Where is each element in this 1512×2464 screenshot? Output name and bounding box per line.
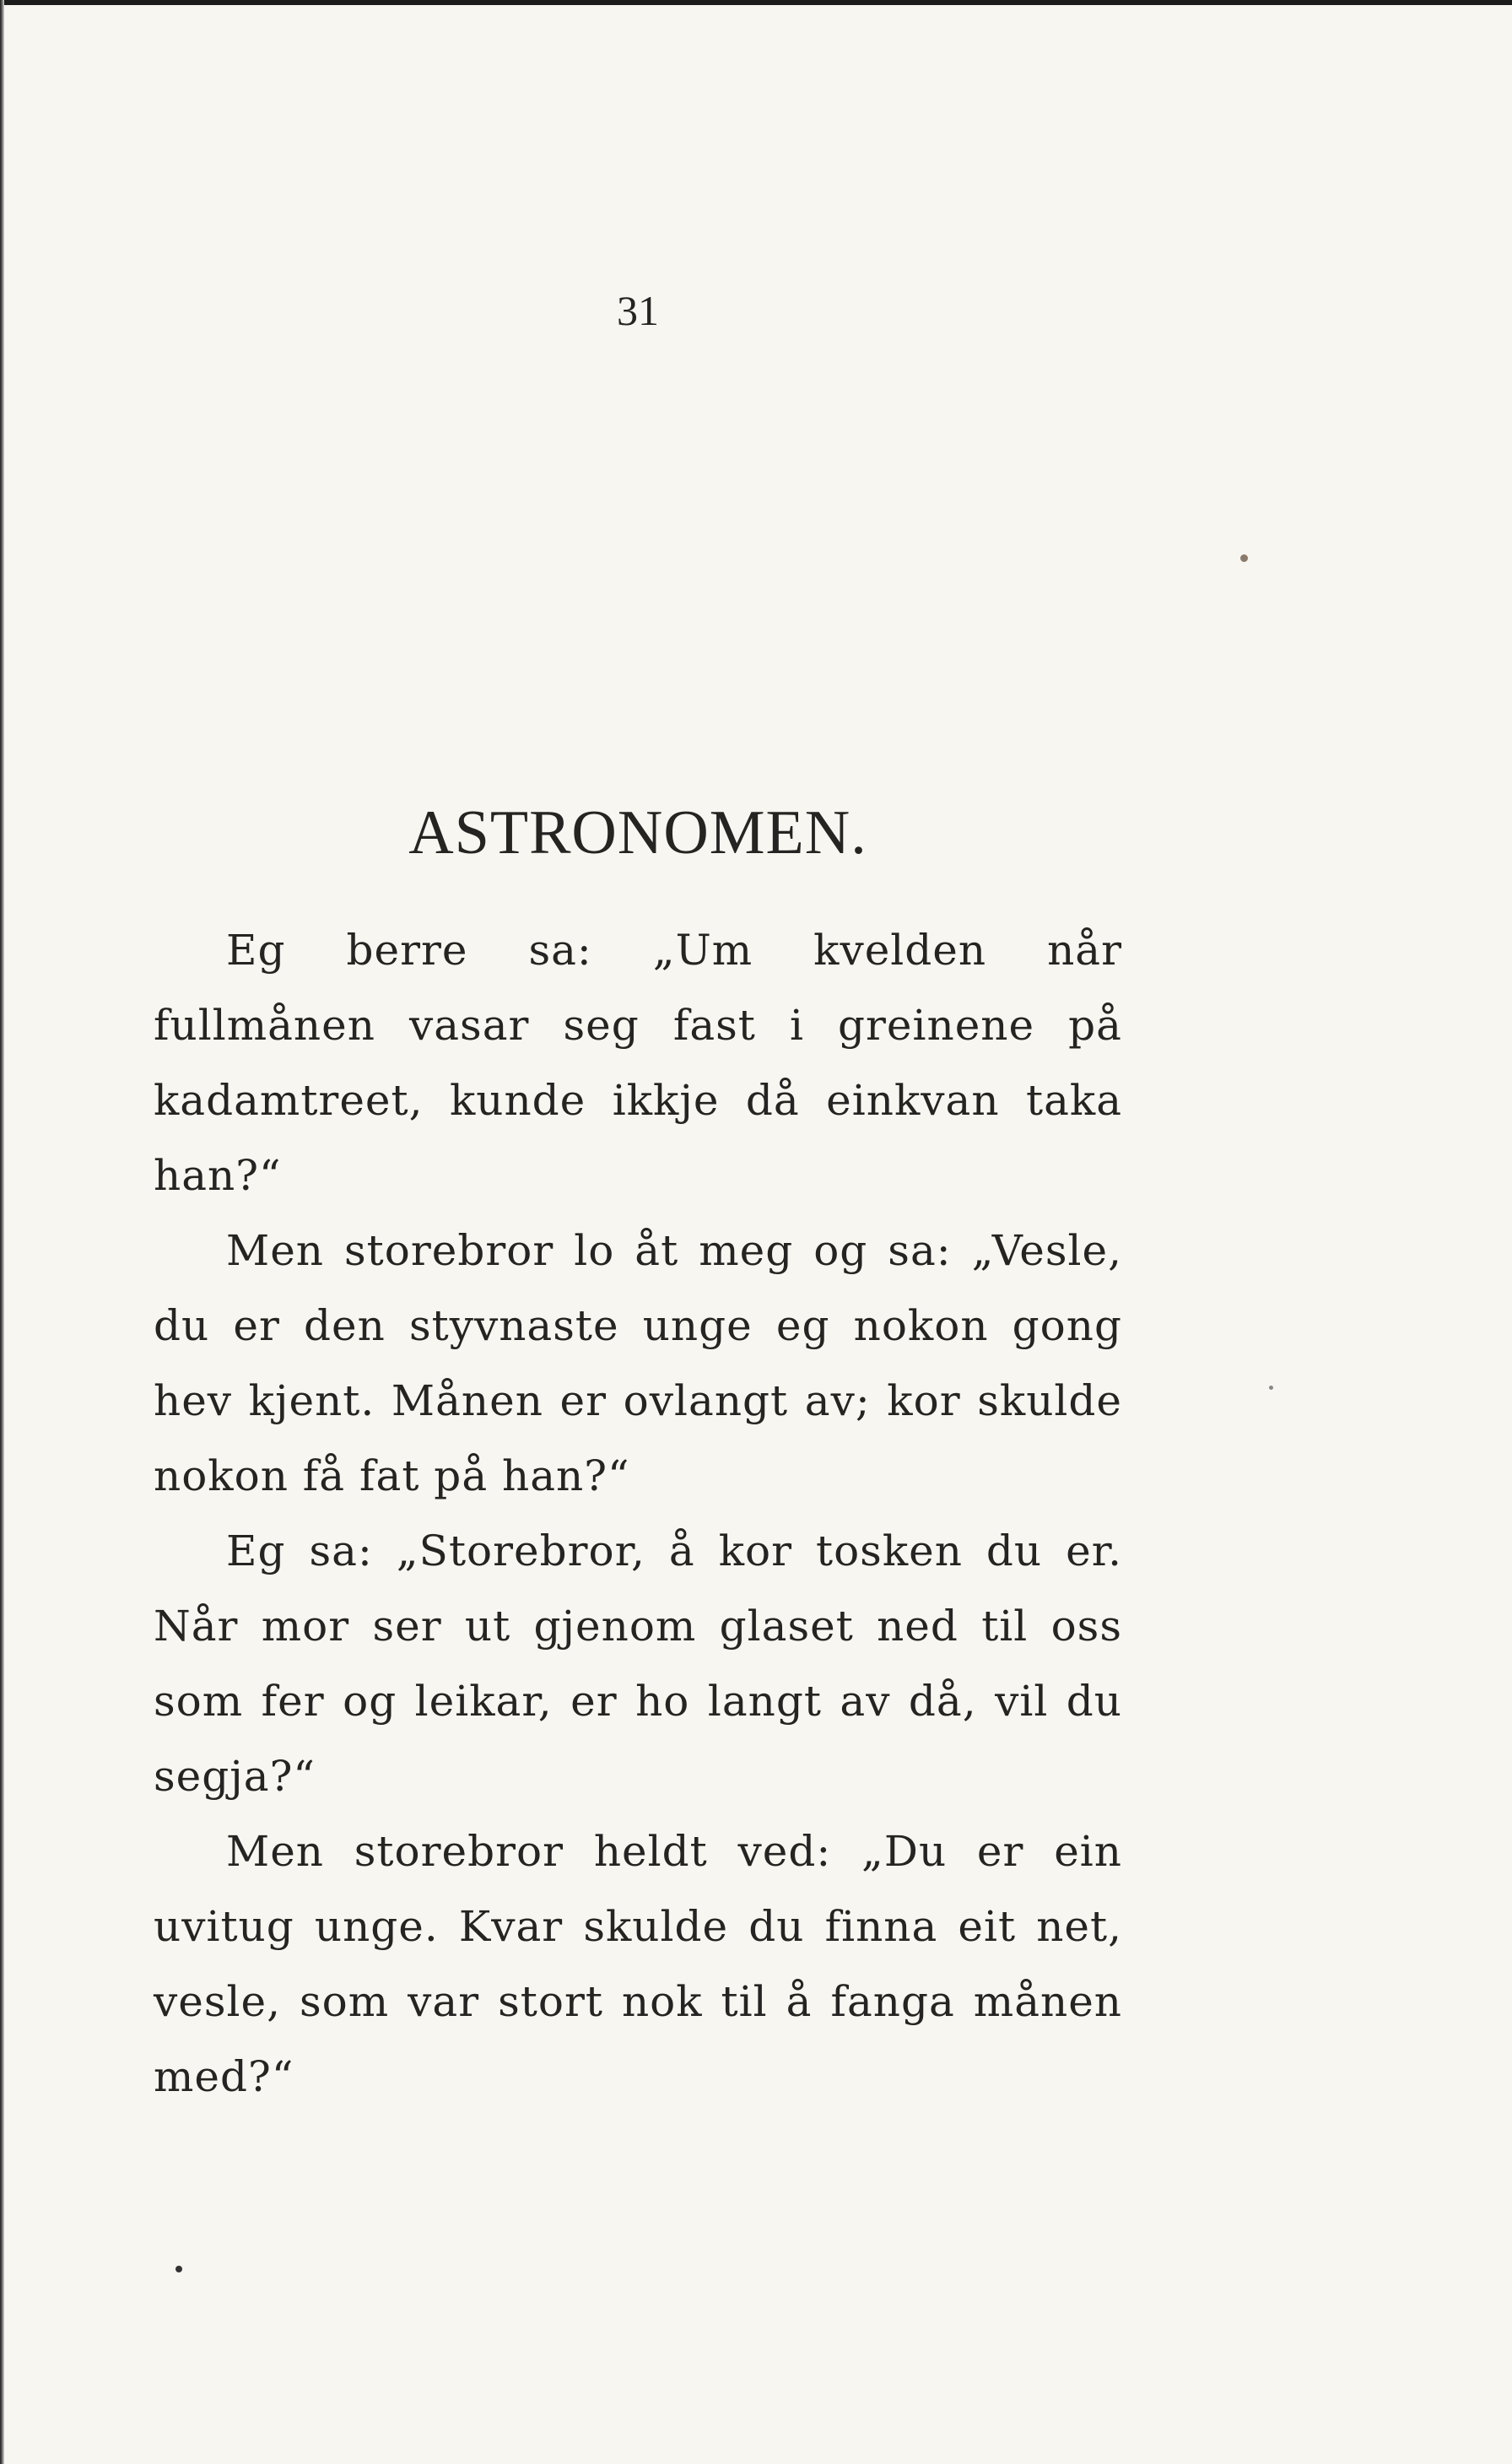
- paper-speck: [1269, 1386, 1273, 1390]
- body-text: [154, 913, 1122, 2115]
- page-number: 31: [617, 287, 659, 334]
- paragraph-2: Men storebror lo åt meg og sa: „Vesle, du er den styvnaste unge eg nokon gong hev kjent. Månen er ovlangt av; kor skulde nokon få fat på han?“: [154, 1226, 1122, 1500]
- page-edge-left: [0, 0, 4, 2464]
- page-edge-top: [0, 0, 1512, 5]
- paragraph-1: Eg berre sa: „Um kvelden når fullmånen vasar seg fast i greinene på kadamtreet, kunde ikkje då einkvan taka han?“: [154, 926, 1122, 1200]
- paper-speck: [1240, 554, 1248, 562]
- paper-speck: [176, 2266, 182, 2272]
- paragraph-3: Eg sa: „Storebror, å kor tosken du er. Når mor ser ut gjenom glaset ned til oss som fer og leikar, er ho langt av då, vil du segja?“: [154, 1526, 1122, 1801]
- paragraph-4: Men storebror heldt ved: „Du er ein uvitug unge. Kvar skulde du finna eit net, vesle, som var stort nok til å fanga månen med?“: [154, 1827, 1122, 2101]
- chapter-title: ASTRONOMEN.: [408, 798, 867, 867]
